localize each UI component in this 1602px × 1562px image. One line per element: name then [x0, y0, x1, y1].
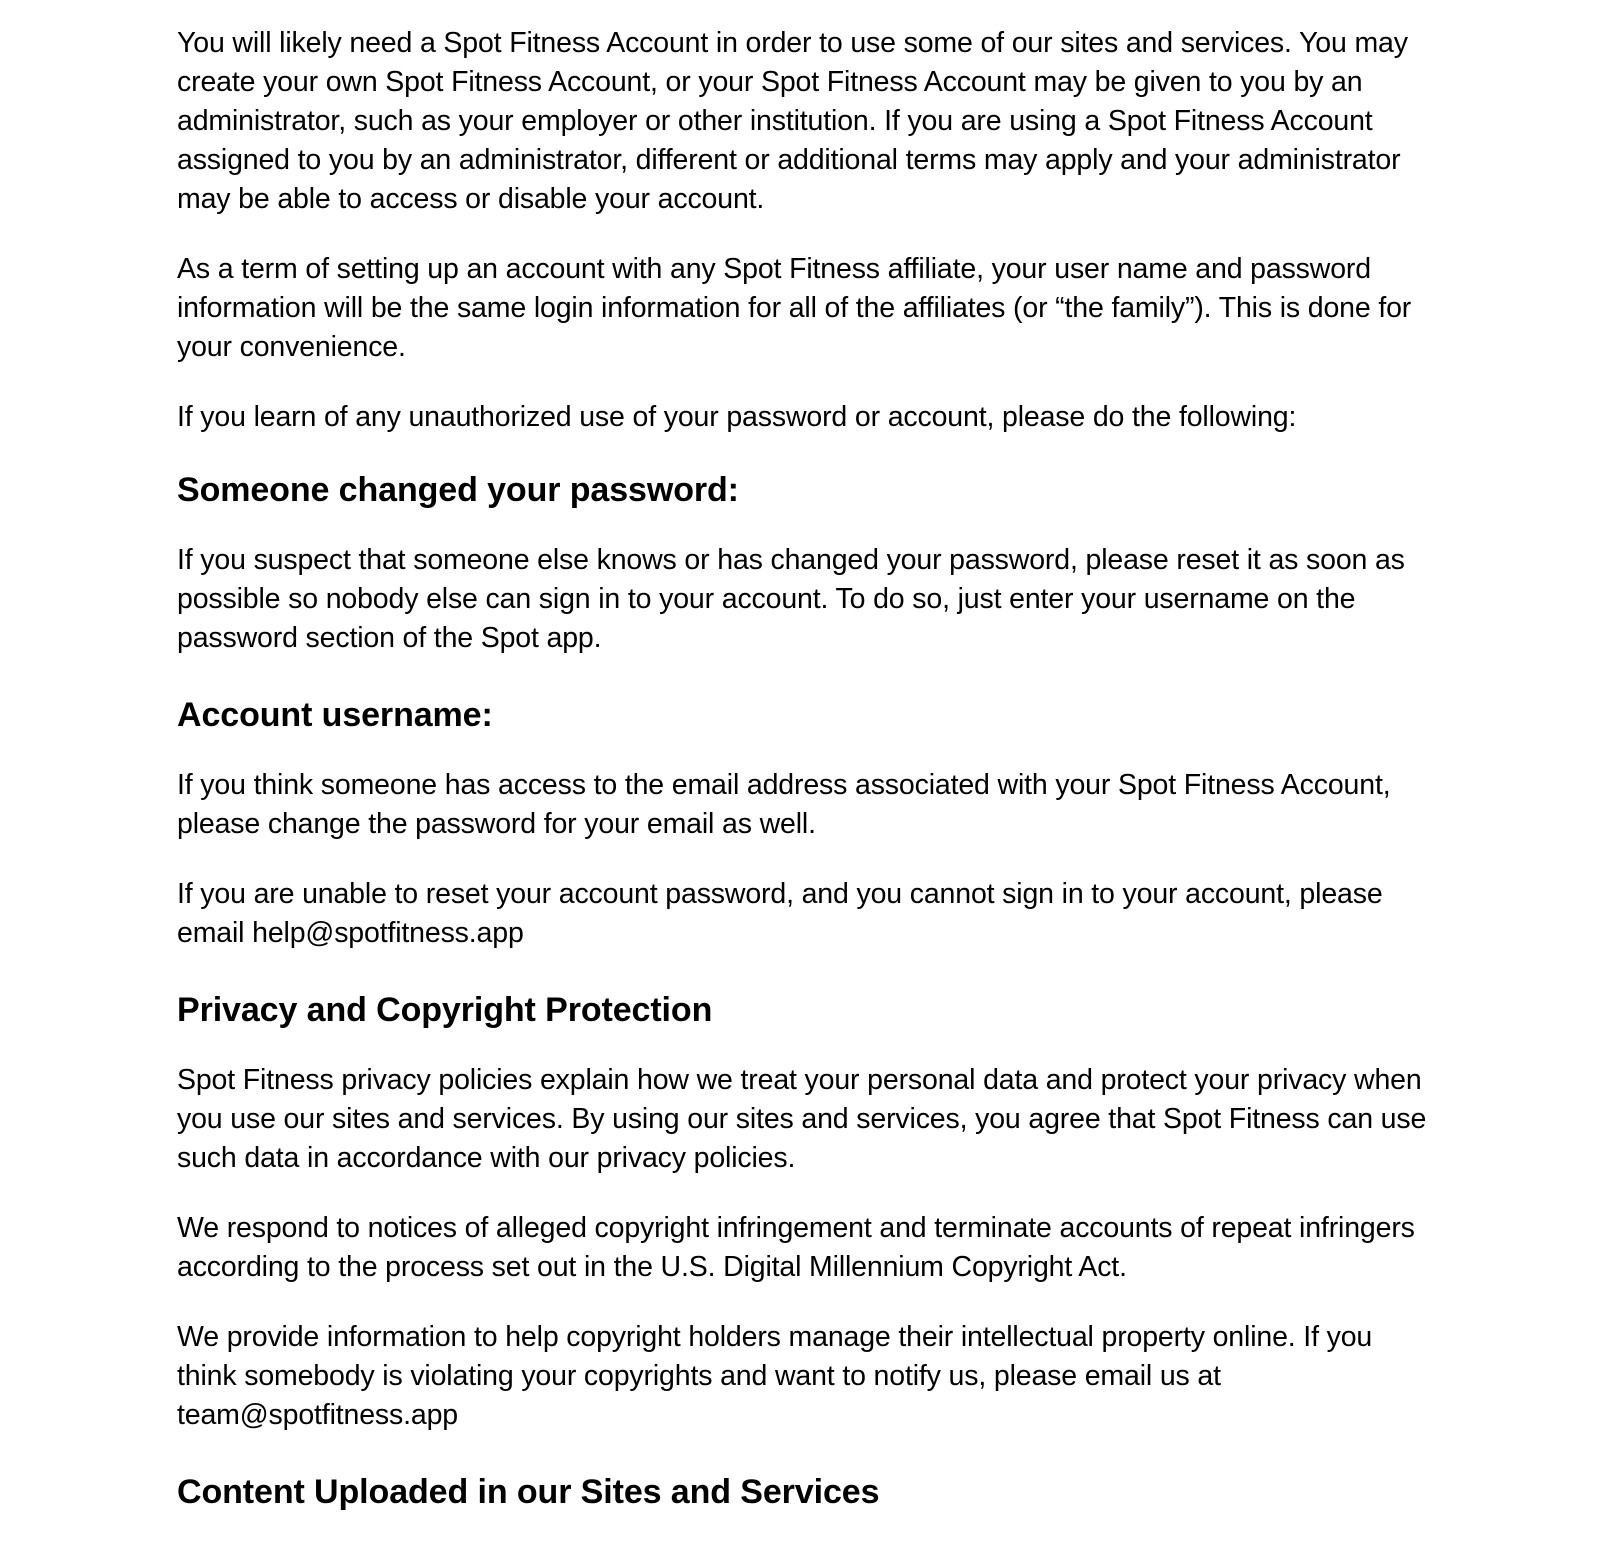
- copyright-help-text: We provide information to help copyright holders manage their intellectual property online. If you think somebody is violating your copyrights and want to notify us, please email us at: [177, 1321, 1373, 1392]
- help-email-link[interactable]: help@spotfitness.app: [252, 917, 524, 949]
- password-changed-paragraph: If you suspect that someone else knows or has changed your password, please reset it as soon as possible so nobody else can sign in to your account. To do so, just enter your username on the password section of the Spot app.: [177, 544, 1405, 654]
- affiliate-login-paragraph: As a term of setting up an account with any Spot Fitness affiliate, your user name and password information will be the same login information for all of the affiliates (or “the family”). This is done for your convenience.: [177, 253, 1412, 363]
- unable-reset-text: If you are unable to reset your account password, and you cannot sign in to your account, please email: [177, 878, 1383, 949]
- team-email-link[interactable]: team@spotfitness.app: [177, 1399, 458, 1431]
- privacy-copyright-heading: Privacy and Copyright Protection: [177, 991, 713, 1029]
- terms-document: [177, 24, 1437, 1514]
- unauthorized-use-paragraph: If you learn of any unauthorized use of your password or account, please do the following:: [177, 401, 1297, 433]
- account-username-heading: Account username:: [177, 696, 493, 734]
- password-changed-heading: Someone changed your password:: [177, 471, 739, 509]
- copyright-notices-paragraph: We respond to notices of alleged copyright infringement and terminate accounts of repeat infringers according to the process set out in the U.S. Digital Millennium Copyright Act.: [177, 1212, 1415, 1283]
- email-access-paragraph: If you think someone has access to the email address associated with your Spot Fitness Account, please change the password for your email as well.: [177, 769, 1391, 840]
- unable-reset-paragraph: [177, 875, 1437, 953]
- content-uploaded-heading: Content Uploaded in our Sites and Services: [177, 1473, 880, 1511]
- account-intro-paragraph: You will likely need a Spot Fitness Account in order to use some of our sites and services. You may create your own Spot Fitness Account, or your Spot Fitness Account may be given to you by an administrator, such as your employer or other institution. If you are using a Spot Fitness Account assigned to you by an administrator, different or additional terms may apply and your administrator may be able to access or disable your account.: [177, 27, 1408, 215]
- privacy-policies-paragraph: Spot Fitness privacy policies explain how we treat your personal data and protect your privacy when you use our sites and services. By using our sites and services, you agree that Spot Fitness can use such data in accordance with our privacy policies.: [177, 1064, 1427, 1174]
- copyright-help-paragraph: [177, 1318, 1437, 1435]
